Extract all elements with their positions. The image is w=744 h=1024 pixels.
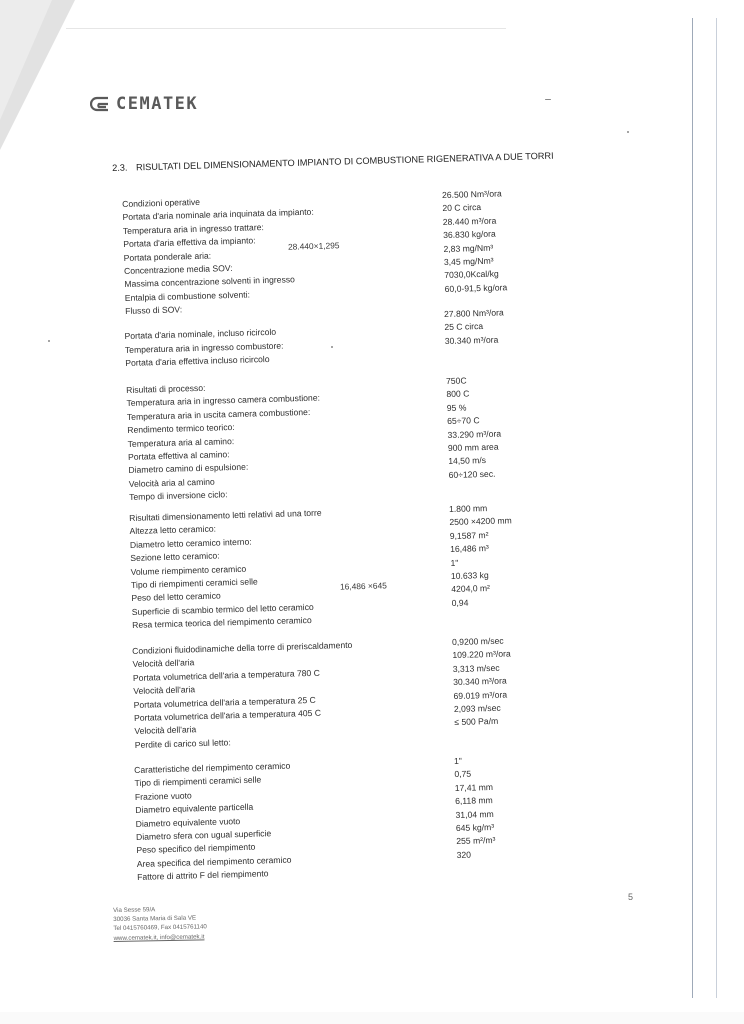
row-label: Portata d'aria effettiva incluso ricircolo: [125, 354, 270, 369]
row-label: Condizioni operative: [122, 196, 201, 209]
row-label: Portata ponderale aria:: [123, 250, 212, 263]
row-value: 16,486 m³: [450, 543, 489, 555]
row-label: Frazione vuoto: [134, 790, 192, 802]
row-value: 1": [453, 755, 463, 767]
row-value: 0,75: [454, 768, 472, 780]
company-footer: [113, 904, 207, 942]
row-label: Diametro camino di espulsione:: [128, 461, 249, 476]
row-label: Temperatura aria in uscita camera combustione:: [126, 406, 311, 422]
row-label: Rendimento termico teorico:: [127, 422, 235, 436]
row-value: 7030,0Kcal/kg: [444, 268, 499, 281]
scan-speck: [545, 99, 551, 100]
row-label: Risultati di processo:: [126, 382, 206, 395]
row-label: Peso specifico del riempimento: [136, 841, 256, 856]
row-value: 30.340 m³/ora: [453, 675, 507, 688]
row-label: Velocità aria al camino: [128, 476, 215, 489]
row-value: 1.800 mm: [448, 502, 488, 515]
row-value: 33.290 m³/ora: [447, 428, 502, 440]
row-value: 900 mm area: [447, 441, 499, 453]
row-label: Temperatura aria in ingresso trattare:: [122, 221, 264, 236]
row-label: Tempo di inversione ciclo:: [129, 489, 228, 503]
row-label: Massima concentrazione solventi in ingresso: [124, 274, 296, 290]
row-label: Temperatura aria in ingresso camera combustione:: [126, 392, 321, 409]
row-value: 3,45 mg/Nm³: [443, 255, 494, 267]
footer-address: Via Sesse 59/A: [113, 906, 156, 914]
calc-note: 16,486 ×645: [339, 580, 387, 592]
row-value: 9,1587 m²: [449, 529, 489, 541]
footer-web-link[interactable]: www.cematek.it, info@cematek.it: [113, 933, 205, 942]
page-number: 5: [628, 892, 634, 902]
scan-top-line: [66, 28, 506, 29]
row-label: Concentrazione media SOV:: [123, 262, 233, 276]
row-value: 3,313 m/sec: [452, 662, 500, 674]
row-value: 800 C: [446, 388, 470, 400]
row-label: Diametro equivalente vuoto: [135, 815, 241, 829]
row-label: Risultati dimensionamento letti relativi ad una torre: [129, 507, 322, 523]
scan-right-edge-outer: [716, 18, 717, 998]
row-value: 25 C circa: [444, 321, 484, 333]
row-label: Flusso di SOV:: [125, 304, 183, 317]
row-value: 1": [450, 557, 459, 568]
scan-bottom-edge: [0, 1012, 744, 1024]
row-label: Diametro letto ceramico interno:: [129, 536, 252, 550]
row-label: Portata d'aria nominale aria inquinata da impianto:: [122, 207, 314, 223]
footer-city: 30036 Santa Maria di Sala VE: [113, 914, 197, 924]
row-label: Tipo di riempimenti ceramici selle: [130, 576, 258, 590]
row-label: Portata d'aria nominale, incluso ricircolo: [124, 327, 277, 342]
row-value: 255 m²/m³: [456, 835, 496, 847]
row-value: 10.633 kg: [450, 569, 489, 581]
calc-note: 28.440×1,295: [287, 240, 340, 252]
row-value: 109.220 m³/ora: [452, 648, 511, 661]
row-label: Perdite di carico sul letto:: [134, 737, 231, 750]
row-label: Area specifica del riempimento ceramico: [136, 854, 292, 869]
row-label: Temperatura aria in ingresso combustore:: [124, 340, 284, 355]
row-value: 4204,0 m²: [451, 583, 491, 595]
row-label: Entalpia di combustione solventi:: [124, 289, 251, 303]
row-value: 36.830 kg/ora: [443, 228, 496, 241]
company-logo: [90, 94, 198, 114]
block-fluid-dynamics: [132, 635, 511, 752]
row-value: 20 C circa: [442, 202, 482, 214]
logo-mark-icon: [90, 95, 112, 113]
row-value: 750C: [445, 375, 467, 387]
row-value: 14,50 m/s: [448, 455, 487, 467]
row-label: Peso del letto ceramico: [131, 590, 221, 604]
row-label: Resa termica teorica del riempimento ceramico: [132, 615, 312, 631]
row-label: Sezione letto ceramico:: [130, 550, 220, 564]
block-packing-characteristics: [134, 755, 496, 884]
section-heading: [112, 150, 592, 173]
row-value: 26.500 Nm³/ora: [441, 188, 502, 201]
row-label: Diametro equivalente particella: [135, 801, 254, 816]
row-value: 2500 ×4200 mm: [449, 515, 512, 528]
row-label: Velocità dell'aria: [134, 724, 197, 737]
row-value: 60,0-91,5 kg/ora: [444, 282, 508, 294]
row-label: Volume riempimento ceramico: [130, 563, 247, 577]
row-label: Portata effettiva al camino:: [127, 449, 230, 462]
row-label: Portata volumetrica dell'aria a temperatura 25 C: [133, 694, 316, 710]
row-value: 69.019 m³/ora: [453, 689, 508, 701]
row-value: 30.340 m³/ora: [444, 334, 499, 346]
row-value: 27.800 Nm³/ora: [443, 307, 504, 320]
scan-speck: [331, 346, 333, 348]
row-label: Portata d'aria effettiva da impianto:: [123, 235, 256, 250]
row-label: Superficie di scambio termico del letto ceramico: [131, 601, 314, 617]
row-label: Condizioni fluidodinamiche della torre di preriscaldamento: [132, 639, 353, 656]
row-label: Portata volumetrica dell'aria a temperatura 405 C: [133, 707, 322, 723]
row-value: 31,04 mm: [455, 808, 494, 820]
row-value: 95 %: [446, 402, 467, 413]
scan-right-edge: [692, 18, 693, 998]
row-label: Altezza letto ceramico:: [129, 523, 217, 537]
row-value: 645 kg/m³: [455, 821, 495, 833]
scan-speck: [48, 340, 50, 342]
row-label: Velocità dell'aria: [132, 657, 195, 670]
row-label: Tipo di riempimenti ceramici selle: [134, 774, 262, 789]
scan-speck: [627, 131, 629, 133]
row-value: 6,118 mm: [455, 795, 493, 807]
logo-text: CEMATEK: [116, 94, 199, 114]
row-value: ≤ 500 Pa/m: [454, 716, 499, 728]
row-value: 28.440 m³/ora: [442, 215, 497, 227]
row-value: 320: [456, 849, 472, 860]
block-process-results: [126, 375, 502, 504]
section-number: 2.3.: [112, 162, 128, 173]
row-label: Temperatura aria al camino:: [127, 435, 235, 449]
section-title: RISULTATI DEL DIMENSIONAMENTO IMPIANTO DI COMBUSTIONE RIGENERATIVA A DUE TORRI: [135, 150, 554, 173]
row-label: Diametro sfera con ugual superficie: [135, 828, 272, 842]
row-value: 0,94: [451, 597, 469, 608]
row-value: 17,41 mm: [454, 781, 494, 793]
row-label: Fattore di attrito F del riempimento: [137, 868, 269, 883]
row-value: 2,093 m/sec: [453, 702, 501, 714]
row-value: 60÷120 sec.: [448, 468, 496, 480]
row-value: 2,83 mg/Nm³: [443, 242, 494, 254]
folded-corner-inner: [0, 0, 52, 120]
row-label: Caratteristiche del riempimento ceramico: [134, 760, 291, 775]
row-label: Portata volumetrica dell'aria a temperatura 780 C: [132, 667, 320, 683]
row-value: 0,9200 m/sec: [451, 635, 504, 648]
footer-phone: Tel 0415760469, Fax 0415761140: [113, 923, 207, 933]
row-label: Velocità dell'aria: [133, 684, 196, 697]
row-value: 65÷70 C: [447, 415, 480, 427]
